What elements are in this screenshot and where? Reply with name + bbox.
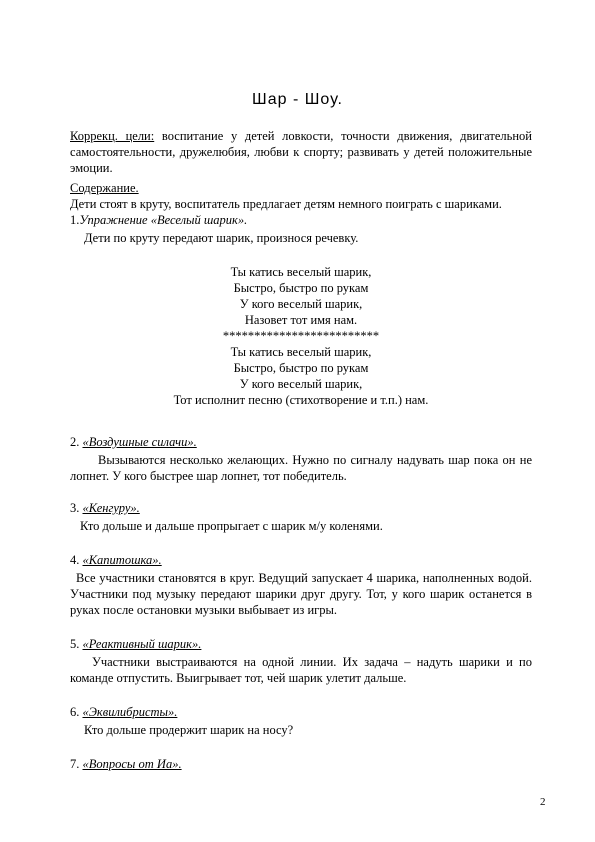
page-title: Шар - Шоу. <box>252 91 343 108</box>
exercise-1-number: 1. <box>70 213 80 227</box>
exercise-1-heading <box>70 212 532 228</box>
exercise-5-text: Участники выстраиваются на одной линии. Их задача – надуть шарики и по команде отпустить. Выигрывает тот, чей шарик улетит дальше. <box>70 655 532 685</box>
poem-line: Быстро, быстро по рукам <box>233 361 369 375</box>
exercise-2-number: 2. <box>70 435 83 449</box>
poem-line: Ты катись веселый шарик, <box>230 265 372 279</box>
exercise-2-heading <box>70 434 532 450</box>
exercise-6-heading <box>70 704 532 720</box>
exercise-4-title: «Капитошка». <box>82 553 162 567</box>
exercise-6-title: «Эквилибристы». <box>82 705 178 719</box>
poem-line: Ты катись веселый шарик, <box>230 345 372 359</box>
exercise-7-heading <box>70 756 532 772</box>
exercise-3-number: 3. <box>70 501 83 515</box>
poem-line: У кого веселый шарик, <box>239 377 363 391</box>
exercise-3-title: «Кенгуру». <box>82 501 140 515</box>
exercise-3-heading <box>70 500 532 516</box>
intro-text: Дети стоят в круту, воспитатель предлагает детям немного поиграть с шариками. <box>70 197 502 211</box>
exercise-4-heading <box>70 552 532 568</box>
exercise-7-title: «Вопросы от Иа». <box>82 757 182 771</box>
content-label: Содержание. <box>70 181 139 195</box>
exercise-7-number: 7. <box>70 757 83 771</box>
page-number: 2 <box>540 796 546 808</box>
exercise-3-text: Кто дольше и дальше пропрыгает с шарик м/у коленями. <box>80 519 383 533</box>
exercise-5-heading <box>70 636 532 652</box>
exercise-4-number: 4. <box>70 553 83 567</box>
poem-separator: ************************* <box>222 329 380 343</box>
poem-line: Тот исполнит песню (стихотворение и т.п.) нам. <box>173 393 429 407</box>
exercise-6-text: Кто дольше продержит шарик на носу? <box>84 723 294 737</box>
exercise-2-text: Вызываются несколько желающих. Нужно по сигналу надувать шар пока он не лопнет. У кого быстрее шар лопнет, тот победитель. <box>70 453 532 483</box>
goals-text: воспитание у детей ловкости, точности движения, двигательной самостоятельности, дружелюбия, любви к спорту; развивать у детей положительные эмоции. <box>70 129 532 175</box>
goals-label: Коррекц. цели: <box>70 129 155 143</box>
exercise-1-text: Дети по круту передают шарик, произнося речевку. <box>84 231 359 245</box>
exercise-5-title: «Реактивный шарик». <box>82 637 202 651</box>
exercise-5-number: 5. <box>70 637 83 651</box>
exercise-4-text: Все участники становятся в круг. Ведущий запускает 4 шарика, наполненных водой. Участники под музыку передают шарики друг другу. Тот, у кого шарик останется в руках после остановки музыки выбывает из игры. <box>70 571 532 617</box>
exercise-1-title: Упражнение «Веселый шарик». <box>79 213 248 227</box>
exercise-6-number: 6. <box>70 705 83 719</box>
poem-line: У кого веселый шарик, <box>239 297 363 311</box>
poem-line: Быстро, быстро по рукам <box>233 281 369 295</box>
exercise-2-title: «Воздушные силачи». <box>82 435 197 449</box>
poem-line: Назовет тот имя нам. <box>244 313 358 327</box>
poem <box>70 264 532 408</box>
goals-paragraph <box>70 128 532 176</box>
